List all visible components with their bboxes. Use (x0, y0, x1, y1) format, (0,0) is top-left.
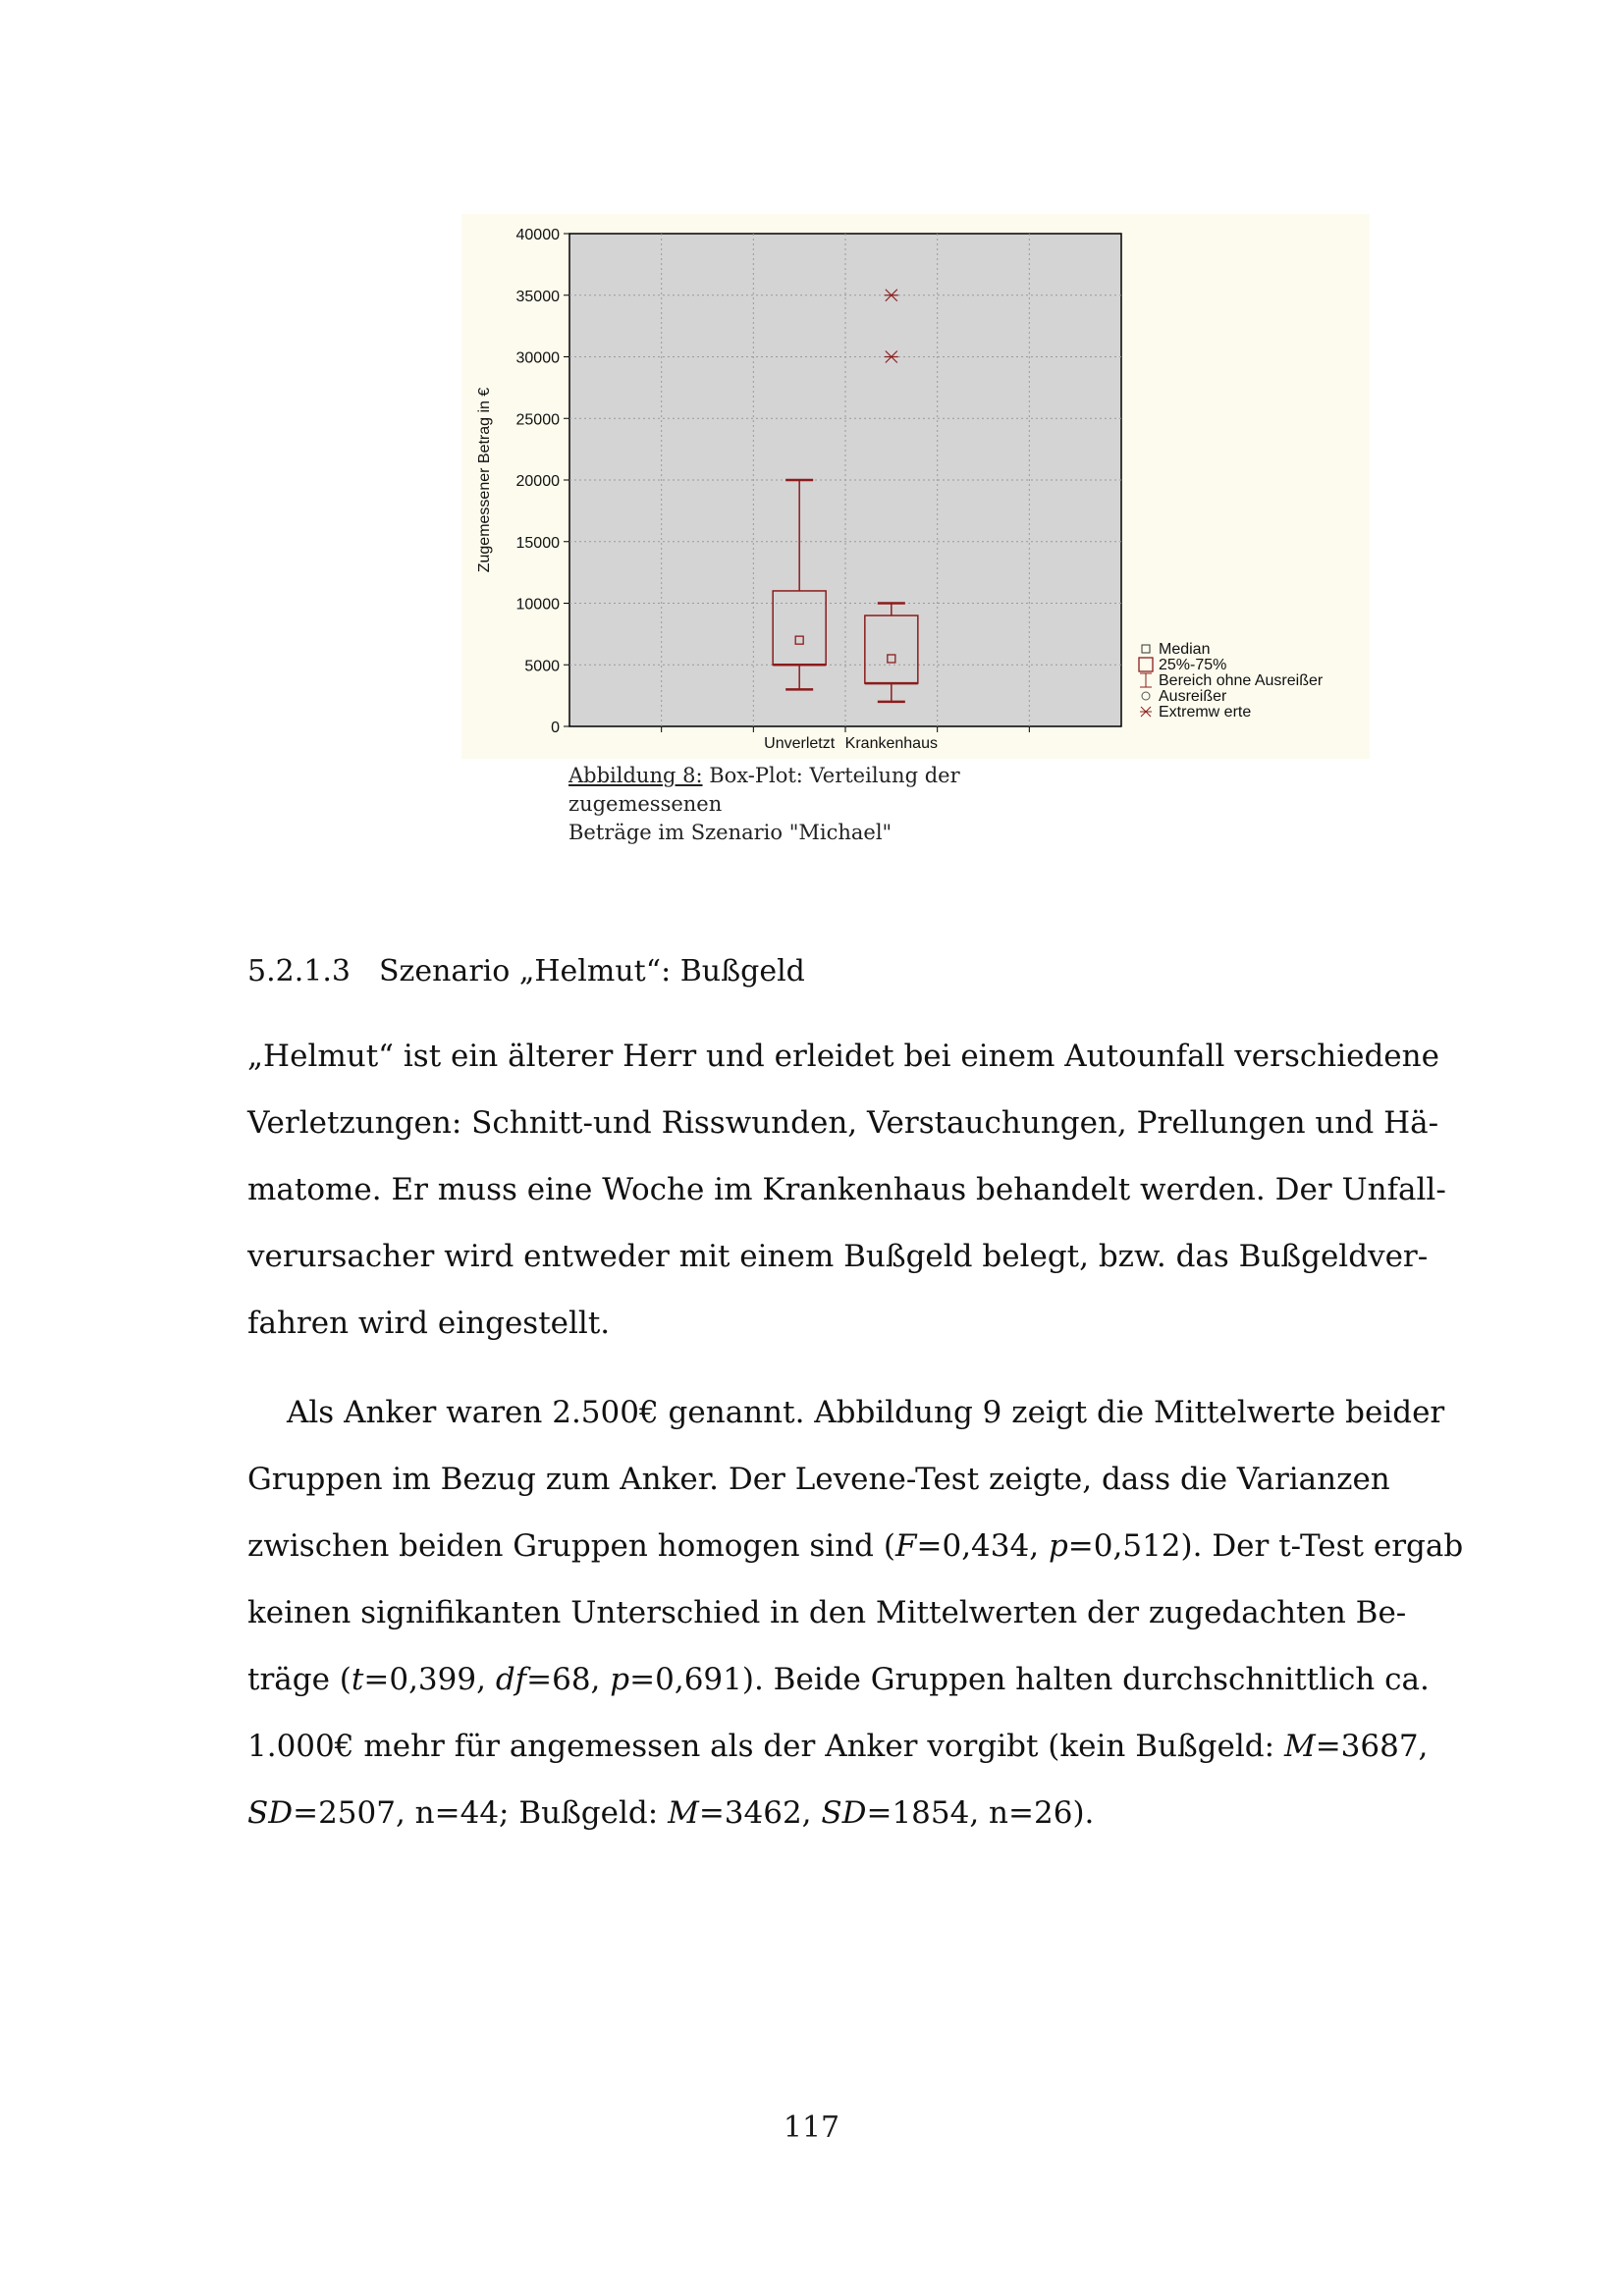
y-tick-label: 35000 (515, 288, 560, 305)
legend-label: Extremw erte (1159, 704, 1252, 721)
stat-symbol: df (495, 1662, 527, 1697)
text-run: träge ( (247, 1662, 352, 1697)
legend-label: Median (1159, 641, 1211, 658)
paragraph-line (247, 1513, 1464, 1579)
legend-label: 25%-75% (1159, 657, 1227, 673)
text-run: =3687, (1315, 1729, 1429, 1764)
paragraph-line (247, 1713, 1429, 1780)
paragraph-line: Gruppen im Bezug zum Anker. Der Levene-Test zeigte, dass die Varianzen (247, 1462, 1390, 1497)
paragraph-line: fahren wird eingestellt. (247, 1306, 611, 1341)
y-tick-label: 15000 (515, 534, 560, 552)
text-run: zwischen beiden Gruppen homogen sind ( (247, 1528, 895, 1564)
stat-symbol: t (351, 1662, 364, 1697)
paragraph-line (247, 1780, 1386, 1846)
text-run: =2507, n=44; Bußgeld: (293, 1795, 669, 1831)
paragraph-line: keinen signifikanten Unterschied in den Mittelwerten der zugedachten Be- (247, 1595, 1407, 1630)
page-number: 117 (783, 2110, 840, 2145)
y-axis-label: Zugemessener Betrag in € (476, 387, 493, 573)
y-tick-label: 25000 (515, 411, 560, 429)
section-heading (247, 954, 805, 988)
stat-symbol: p (1048, 1528, 1068, 1564)
text-run: =0,434, (916, 1528, 1049, 1564)
stat-symbol: p (610, 1662, 630, 1697)
paragraph-line: „Helmut“ ist ein älterer Herr und erleidet bei einem Autounfall verschiedene (247, 1039, 1439, 1074)
paragraph-helmut-scenario (247, 1023, 1446, 1357)
caption-text: Box-Plot: Verteilung der zugemessenen (568, 764, 960, 816)
section-title: Szenario „Helmut“: Bußgeld (379, 954, 805, 988)
stat-symbol: M (1283, 1729, 1316, 1764)
paragraph-line (247, 1646, 1430, 1713)
text-run: 1.000€ mehr für angemessen als der Anker vorgibt (kein Bußgeld: (247, 1729, 1284, 1764)
stat-symbol: M (668, 1795, 699, 1831)
text-run: =0,691). Beide Gruppen halten durchschnittlich ca. (629, 1662, 1430, 1697)
legend-label: Bereich ohne Ausreißer (1159, 672, 1324, 689)
x-tick-label: Unverletzt (764, 735, 836, 752)
x-tick-label: Krankenhaus (844, 735, 938, 752)
legend-box-symbol (1139, 658, 1153, 671)
legend-label: Ausreißer (1159, 688, 1227, 705)
paragraph-anchor-results (247, 1379, 1464, 1846)
legend-outlier-symbol (1142, 692, 1150, 700)
paragraph-line: verursacher wird entweder mit einem Bußgeld belegt, bzw. das Bußgeldver- (247, 1239, 1429, 1274)
figure-panel (461, 214, 1370, 759)
y-tick-label: 30000 (515, 349, 560, 367)
figure-caption (568, 762, 1118, 847)
y-tick-label: 40000 (515, 227, 560, 243)
caption-text-line2: Beträge im Szenario "Michael" (568, 821, 893, 844)
legend-median-symbol (1142, 645, 1150, 653)
y-tick-label: 0 (551, 720, 560, 736)
paragraph-line: Verletzungen: Schnitt-und Risswunden, Verstauchungen, Prellungen und Hä- (247, 1105, 1439, 1141)
stat-symbol: SD (821, 1795, 867, 1831)
paragraph-line: matome. Er muss eine Woche im Krankenhaus behandelt werden. Der Unfall- (247, 1172, 1446, 1207)
text-run: =0,512). Der t-Test ergab (1067, 1528, 1464, 1564)
text-run: =3462, (698, 1795, 822, 1831)
caption-label: Abbildung 8: (568, 764, 703, 787)
y-tick-label: 5000 (524, 658, 560, 675)
text-run: =68, (526, 1662, 611, 1697)
text-run: =1854, n=26). (866, 1795, 1095, 1831)
boxplot-chart (461, 214, 1370, 759)
section-number: 5.2.1.3 (247, 954, 351, 988)
paragraph-line: Als Anker waren 2.500€ genannt. Abbildung 9 zeigt die Mittelwerte beider (287, 1395, 1445, 1430)
text-run: =0,399, (363, 1662, 496, 1697)
stat-symbol: SD (247, 1795, 294, 1831)
y-tick-label: 10000 (515, 596, 560, 614)
stat-symbol: F (894, 1528, 917, 1564)
y-tick-label: 20000 (515, 473, 560, 490)
